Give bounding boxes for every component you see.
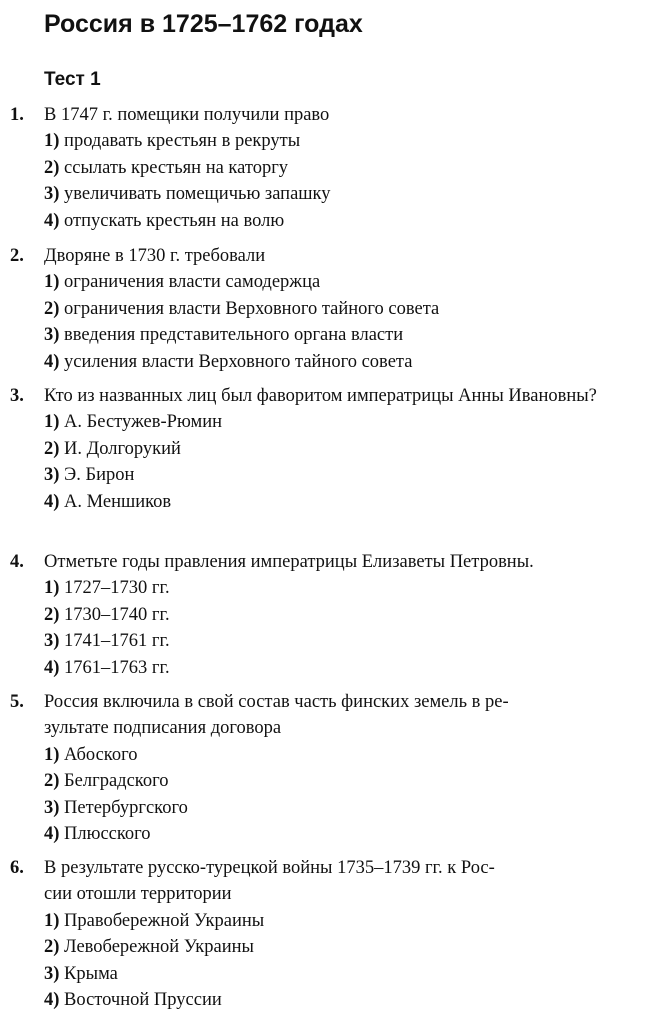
question-text: [44, 689, 652, 742]
option-number: 1): [44, 272, 60, 293]
option-number: 3): [44, 631, 60, 652]
answer-option: [44, 462, 654, 488]
question-text-line: Кто из названных лиц был фаворитом императрицы Анны: [44, 386, 504, 406]
question-text: [44, 383, 652, 409]
question-text-line: В результате русско-турецкой войны 1735–1739 гг. к Рос-: [44, 858, 495, 878]
question-text-line: Ивановны?: [508, 386, 597, 406]
option-number: 3): [44, 325, 60, 346]
question-6: [0, 855, 654, 1013]
question-4: [0, 549, 654, 681]
question-text-line: зультате подписания договора: [44, 718, 282, 739]
option-number: 4): [44, 491, 60, 512]
answer-option: [44, 128, 654, 154]
option-number: 2): [44, 438, 60, 459]
option-text: Петербургского: [64, 797, 188, 818]
answer-option: [44, 349, 654, 375]
option-text: Белградского: [64, 771, 169, 792]
option-number: 3): [44, 465, 60, 486]
option-number: 1): [44, 578, 60, 599]
answer-option: [44, 821, 654, 847]
question-2: [0, 243, 654, 375]
question-number: 1.: [10, 105, 24, 125]
question-number: 6.: [10, 858, 24, 878]
option-number: 3): [44, 797, 60, 818]
answer-option: [44, 322, 654, 348]
answer-option: [44, 934, 654, 960]
question-text-line: сии отошли территории: [44, 884, 232, 905]
option-text: И. Долгорукий: [64, 438, 181, 459]
page-title: Россия в 1725–1762 годах: [44, 10, 363, 38]
option-text: увеличивать помещичью запашку: [64, 184, 331, 205]
option-text: 1761–1763 гг.: [64, 657, 170, 678]
answer-option: [44, 409, 654, 435]
answer-option: [44, 575, 654, 601]
option-number: 2): [44, 604, 60, 625]
answer-option: [44, 208, 654, 234]
test-subtitle: Тест 1: [44, 69, 101, 90]
answer-option: [44, 987, 654, 1013]
question-number: 2.: [10, 246, 24, 266]
option-text: отпускать крестьян на волю: [64, 210, 285, 231]
option-text: ограничения власти самодержца: [64, 272, 321, 293]
answer-option: [44, 269, 654, 295]
option-number: 4): [44, 657, 60, 678]
option-number: 1): [44, 412, 60, 433]
question-3: [0, 383, 654, 515]
option-number: 4): [44, 351, 60, 372]
option-number: 4): [44, 210, 60, 231]
answer-option: [44, 908, 654, 934]
option-text: Крыма: [64, 963, 118, 984]
option-number: 4): [44, 824, 60, 845]
answer-option: [44, 655, 654, 681]
option-text: ограничения власти Верховного тайного совета: [64, 298, 440, 319]
option-text: Левобережной Украины: [64, 937, 254, 958]
option-text: продавать крестьян в рекруты: [64, 131, 301, 152]
option-number: 1): [44, 131, 60, 152]
option-text: усиления власти Верховного тайного совета: [64, 351, 413, 372]
answer-option: [44, 181, 654, 207]
question-1: [0, 102, 654, 234]
option-number: 2): [44, 771, 60, 792]
question-number: 3.: [10, 386, 24, 406]
option-text: А. Меншиков: [64, 491, 172, 512]
answer-option: [44, 296, 654, 322]
option-number: 4): [44, 990, 60, 1011]
option-number: 3): [44, 963, 60, 984]
answer-option: [44, 155, 654, 181]
question-text: Отметьте годы правления императрицы Елизаветы Петровны.: [44, 552, 534, 572]
option-number: 2): [44, 157, 60, 178]
option-text: Плюсского: [64, 824, 151, 845]
answer-option: [44, 795, 654, 821]
answer-option: [44, 436, 654, 462]
option-number: 1): [44, 744, 60, 765]
option-text: Восточной Пруссии: [64, 990, 222, 1011]
option-text: Абоского: [64, 744, 138, 765]
question-text: В 1747 г. помещики получили право: [44, 105, 330, 125]
answer-option: [44, 742, 654, 768]
option-number: 3): [44, 184, 60, 205]
question-number: 5.: [10, 692, 24, 712]
question-text: Дворяне в 1730 г. требовали: [44, 246, 266, 266]
answer-option: [44, 628, 654, 654]
option-text: 1741–1761 гг.: [64, 631, 170, 652]
option-text: 1727–1730 гг.: [64, 578, 170, 599]
option-text: Правобережной Украины: [64, 910, 265, 931]
option-number: 2): [44, 937, 60, 958]
answer-option: [44, 961, 654, 987]
answer-option: [44, 602, 654, 628]
question-text-line: Россия включила в свой состав часть финских земель в ре-: [44, 692, 509, 712]
answer-option: [44, 489, 654, 515]
option-text: ссылать крестьян на каторгу: [64, 157, 289, 178]
option-text: введения представительного органа власти: [64, 325, 404, 346]
option-text: А. Бестужев-Рюмин: [64, 412, 223, 433]
option-number: 1): [44, 910, 60, 931]
question-text: [44, 855, 652, 908]
answer-option: [44, 768, 654, 794]
option-text: 1730–1740 гг.: [64, 604, 170, 625]
option-number: 2): [44, 298, 60, 319]
option-text: Э. Бирон: [64, 465, 135, 486]
question-5: [0, 689, 654, 847]
question-number: 4.: [10, 552, 24, 572]
